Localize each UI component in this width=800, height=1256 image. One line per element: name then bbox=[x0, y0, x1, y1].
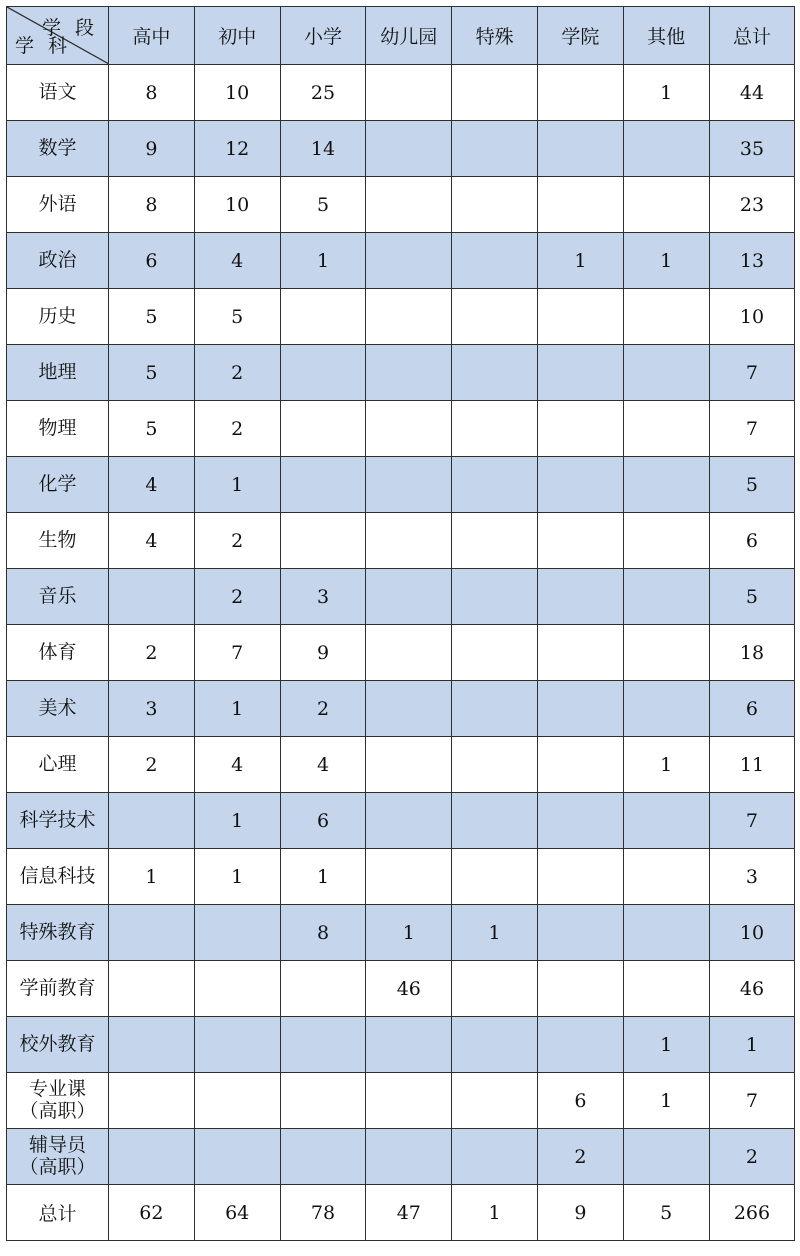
subject-cell bbox=[7, 1017, 109, 1073]
table-row bbox=[7, 905, 795, 961]
value-cell bbox=[623, 849, 709, 905]
value-cell bbox=[366, 793, 452, 849]
table-row bbox=[7, 457, 795, 513]
value-cell: 3 bbox=[109, 681, 195, 737]
value-cell: 2 bbox=[109, 737, 195, 793]
value-cell: 4 bbox=[109, 457, 195, 513]
subject-cell bbox=[7, 289, 109, 345]
subject-cell bbox=[7, 233, 109, 289]
value-cell: 1 bbox=[194, 793, 280, 849]
value-cell: 4 bbox=[194, 737, 280, 793]
value-cell bbox=[109, 1129, 195, 1185]
subject-cell bbox=[7, 737, 109, 793]
subject-cell bbox=[7, 345, 109, 401]
value-cell: 7 bbox=[709, 1073, 795, 1129]
value-cell: 1 bbox=[623, 1073, 709, 1129]
value-cell bbox=[623, 961, 709, 1017]
subject-label: 心理 bbox=[38, 752, 77, 775]
value-cell bbox=[280, 1073, 366, 1129]
value-cell bbox=[623, 401, 709, 457]
value-cell: 5 bbox=[280, 177, 366, 233]
value-cell: 46 bbox=[709, 961, 795, 1017]
column-header-primary: 小学 bbox=[280, 7, 366, 65]
subject-label: 信息科技 bbox=[19, 864, 96, 887]
value-cell: 8 bbox=[280, 905, 366, 961]
subject-cell bbox=[7, 849, 109, 905]
value-cell: 2 bbox=[709, 1129, 795, 1185]
value-cell: 4 bbox=[194, 233, 280, 289]
value-cell bbox=[366, 401, 452, 457]
value-cell: 2 bbox=[280, 681, 366, 737]
table-row bbox=[7, 121, 795, 177]
subject-label: 特殊教育 bbox=[19, 920, 96, 943]
subject-cell bbox=[7, 1129, 109, 1185]
value-cell bbox=[280, 1017, 366, 1073]
value-cell bbox=[537, 121, 623, 177]
value-cell: 1 bbox=[366, 905, 452, 961]
value-cell: 7 bbox=[709, 345, 795, 401]
subject-label: 科学技术 bbox=[19, 808, 96, 831]
total-cell: 47 bbox=[366, 1185, 452, 1241]
column-header-junior-high: 初中 bbox=[194, 7, 280, 65]
subject-label: 生物 bbox=[38, 528, 77, 551]
subject-cell bbox=[7, 681, 109, 737]
total-cell: 62 bbox=[109, 1185, 195, 1241]
value-cell bbox=[366, 625, 452, 681]
table-row bbox=[7, 681, 795, 737]
value-cell: 10 bbox=[709, 905, 795, 961]
table-row bbox=[7, 793, 795, 849]
value-cell bbox=[366, 737, 452, 793]
value-cell: 5 bbox=[709, 569, 795, 625]
subject-label: 政治 bbox=[38, 248, 77, 271]
subject-label: 外语 bbox=[38, 192, 77, 215]
value-cell: 7 bbox=[709, 401, 795, 457]
value-cell: 1 bbox=[537, 233, 623, 289]
value-cell bbox=[452, 1073, 538, 1129]
value-cell bbox=[366, 233, 452, 289]
value-cell bbox=[537, 289, 623, 345]
subject-cell bbox=[7, 793, 109, 849]
total-cell: 5 bbox=[623, 1185, 709, 1241]
value-cell bbox=[623, 681, 709, 737]
column-header-total: 总计 bbox=[709, 7, 795, 65]
value-cell bbox=[452, 401, 538, 457]
value-cell: 2 bbox=[537, 1129, 623, 1185]
value-cell bbox=[452, 1129, 538, 1185]
subject-sublabel: （高职） bbox=[19, 1155, 96, 1178]
total-cell: 1 bbox=[452, 1185, 538, 1241]
total-cell: 64 bbox=[194, 1185, 280, 1241]
value-cell: 35 bbox=[709, 121, 795, 177]
subject-label: 音乐 bbox=[38, 584, 77, 607]
value-cell bbox=[194, 905, 280, 961]
value-cell: 1 bbox=[623, 65, 709, 121]
value-cell bbox=[452, 849, 538, 905]
column-header-college: 学院 bbox=[537, 7, 623, 65]
value-cell: 6 bbox=[280, 793, 366, 849]
value-cell bbox=[280, 1129, 366, 1185]
subject-label: 物理 bbox=[38, 416, 77, 439]
value-cell: 46 bbox=[366, 961, 452, 1017]
value-cell: 5 bbox=[709, 457, 795, 513]
value-cell bbox=[537, 793, 623, 849]
value-cell bbox=[452, 177, 538, 233]
value-cell bbox=[537, 401, 623, 457]
value-cell bbox=[623, 177, 709, 233]
value-cell: 1 bbox=[623, 1017, 709, 1073]
value-cell bbox=[280, 457, 366, 513]
table-row bbox=[7, 849, 795, 905]
value-cell: 23 bbox=[709, 177, 795, 233]
subject-label: 语文 bbox=[38, 80, 77, 103]
subject-cell bbox=[7, 1073, 109, 1129]
corner-header-cell bbox=[7, 7, 109, 65]
value-cell: 11 bbox=[709, 737, 795, 793]
value-cell bbox=[452, 289, 538, 345]
value-cell: 4 bbox=[109, 513, 195, 569]
subject-label: 学前教育 bbox=[19, 976, 96, 999]
table-row bbox=[7, 1017, 795, 1073]
subject-label: 辅导员 bbox=[28, 1133, 86, 1156]
value-cell bbox=[452, 121, 538, 177]
table-row bbox=[7, 401, 795, 457]
value-cell bbox=[623, 289, 709, 345]
column-header-kindergarten: 幼儿园 bbox=[366, 7, 452, 65]
subject-cell bbox=[7, 625, 109, 681]
corner-subject-label: 学 科 bbox=[15, 35, 72, 57]
subject-cell bbox=[7, 65, 109, 121]
value-cell bbox=[109, 793, 195, 849]
value-cell: 18 bbox=[709, 625, 795, 681]
table-row bbox=[7, 961, 795, 1017]
subject-label: 美术 bbox=[38, 696, 77, 719]
value-cell: 10 bbox=[709, 289, 795, 345]
subject-cell bbox=[7, 569, 109, 625]
value-cell bbox=[194, 1017, 280, 1073]
value-cell: 2 bbox=[109, 625, 195, 681]
value-cell bbox=[280, 401, 366, 457]
value-cell: 10 bbox=[194, 177, 280, 233]
value-cell bbox=[537, 177, 623, 233]
value-cell bbox=[537, 625, 623, 681]
value-cell bbox=[623, 793, 709, 849]
value-cell: 3 bbox=[280, 569, 366, 625]
value-cell bbox=[366, 289, 452, 345]
value-cell bbox=[366, 457, 452, 513]
value-cell bbox=[623, 121, 709, 177]
value-cell bbox=[537, 569, 623, 625]
column-header-high-school: 高中 bbox=[109, 7, 195, 65]
value-cell: 12 bbox=[194, 121, 280, 177]
subject-cell bbox=[7, 177, 109, 233]
value-cell bbox=[366, 65, 452, 121]
value-cell: 7 bbox=[194, 625, 280, 681]
value-cell bbox=[452, 961, 538, 1017]
total-row bbox=[7, 1185, 795, 1241]
value-cell bbox=[452, 457, 538, 513]
table-row bbox=[7, 1073, 795, 1129]
value-cell bbox=[623, 457, 709, 513]
value-cell bbox=[194, 1129, 280, 1185]
value-cell: 6 bbox=[537, 1073, 623, 1129]
value-cell bbox=[280, 289, 366, 345]
value-cell: 13 bbox=[709, 233, 795, 289]
value-cell: 9 bbox=[280, 625, 366, 681]
value-cell: 2 bbox=[194, 569, 280, 625]
value-cell bbox=[280, 513, 366, 569]
corner-stage-label: 学 段 bbox=[41, 17, 98, 39]
total-row-label: 总计 bbox=[7, 1185, 109, 1241]
value-cell bbox=[537, 961, 623, 1017]
value-cell bbox=[366, 681, 452, 737]
value-cell: 2 bbox=[194, 513, 280, 569]
value-cell bbox=[452, 345, 538, 401]
value-cell: 1 bbox=[280, 233, 366, 289]
value-cell bbox=[537, 457, 623, 513]
value-cell bbox=[109, 905, 195, 961]
value-cell: 1 bbox=[194, 457, 280, 513]
value-cell: 1 bbox=[623, 233, 709, 289]
value-cell bbox=[537, 681, 623, 737]
value-cell bbox=[366, 849, 452, 905]
value-cell bbox=[623, 569, 709, 625]
table-row bbox=[7, 569, 795, 625]
value-cell: 9 bbox=[109, 121, 195, 177]
value-cell bbox=[366, 1129, 452, 1185]
value-cell bbox=[109, 1073, 195, 1129]
value-cell bbox=[537, 1017, 623, 1073]
value-cell: 1 bbox=[709, 1017, 795, 1073]
table-row bbox=[7, 345, 795, 401]
value-cell bbox=[109, 569, 195, 625]
value-cell bbox=[452, 513, 538, 569]
value-cell bbox=[537, 905, 623, 961]
value-cell: 7 bbox=[709, 793, 795, 849]
value-cell bbox=[537, 345, 623, 401]
value-cell: 1 bbox=[280, 849, 366, 905]
total-cell: 78 bbox=[280, 1185, 366, 1241]
subject-label: 历史 bbox=[38, 304, 77, 327]
value-cell: 1 bbox=[194, 849, 280, 905]
value-cell: 5 bbox=[109, 289, 195, 345]
column-header-special: 特殊 bbox=[452, 7, 538, 65]
subject-label: 化学 bbox=[38, 472, 77, 495]
value-cell bbox=[623, 1129, 709, 1185]
value-cell bbox=[194, 1073, 280, 1129]
value-cell bbox=[366, 121, 452, 177]
value-cell: 5 bbox=[194, 289, 280, 345]
value-cell: 3 bbox=[709, 849, 795, 905]
value-cell bbox=[537, 849, 623, 905]
subject-cell bbox=[7, 905, 109, 961]
subject-cell bbox=[7, 513, 109, 569]
value-cell: 5 bbox=[109, 345, 195, 401]
subject-cell bbox=[7, 457, 109, 513]
statistics-table bbox=[6, 6, 795, 1241]
value-cell bbox=[452, 569, 538, 625]
value-cell: 2 bbox=[194, 401, 280, 457]
value-cell bbox=[109, 1017, 195, 1073]
table-row bbox=[7, 737, 795, 793]
table-row bbox=[7, 1129, 795, 1185]
value-cell: 5 bbox=[109, 401, 195, 457]
value-cell bbox=[452, 737, 538, 793]
value-cell: 6 bbox=[709, 513, 795, 569]
subject-cell bbox=[7, 401, 109, 457]
column-header-other: 其他 bbox=[623, 7, 709, 65]
value-cell bbox=[623, 345, 709, 401]
value-cell bbox=[537, 737, 623, 793]
subject-label: 数学 bbox=[38, 136, 77, 159]
value-cell bbox=[366, 1017, 452, 1073]
total-cell: 266 bbox=[709, 1185, 795, 1241]
table-body bbox=[7, 65, 795, 1241]
subject-cell bbox=[7, 961, 109, 1017]
value-cell bbox=[452, 233, 538, 289]
value-cell bbox=[623, 513, 709, 569]
value-cell bbox=[623, 625, 709, 681]
subject-cell bbox=[7, 121, 109, 177]
value-cell bbox=[452, 793, 538, 849]
value-cell: 4 bbox=[280, 737, 366, 793]
table-row bbox=[7, 513, 795, 569]
value-cell bbox=[537, 65, 623, 121]
value-cell bbox=[452, 65, 538, 121]
value-cell: 25 bbox=[280, 65, 366, 121]
value-cell: 44 bbox=[709, 65, 795, 121]
value-cell: 6 bbox=[709, 681, 795, 737]
value-cell bbox=[366, 177, 452, 233]
subject-label: 专业课 bbox=[28, 1077, 86, 1100]
table-row bbox=[7, 65, 795, 121]
subject-label: 体育 bbox=[38, 640, 77, 663]
value-cell: 1 bbox=[452, 905, 538, 961]
subject-label: 地理 bbox=[38, 360, 77, 383]
value-cell bbox=[537, 513, 623, 569]
table-row bbox=[7, 289, 795, 345]
value-cell: 1 bbox=[194, 681, 280, 737]
value-cell: 1 bbox=[623, 737, 709, 793]
value-cell bbox=[366, 569, 452, 625]
value-cell bbox=[623, 905, 709, 961]
value-cell bbox=[452, 681, 538, 737]
value-cell: 14 bbox=[280, 121, 366, 177]
header-row bbox=[7, 7, 795, 65]
value-cell: 8 bbox=[109, 65, 195, 121]
table-row bbox=[7, 233, 795, 289]
value-cell bbox=[452, 625, 538, 681]
subject-sublabel: （高职） bbox=[19, 1099, 96, 1122]
value-cell: 8 bbox=[109, 177, 195, 233]
value-cell: 1 bbox=[109, 849, 195, 905]
value-cell bbox=[452, 1017, 538, 1073]
table-row bbox=[7, 625, 795, 681]
value-cell bbox=[366, 345, 452, 401]
value-cell bbox=[366, 513, 452, 569]
value-cell bbox=[366, 1073, 452, 1129]
value-cell: 10 bbox=[194, 65, 280, 121]
value-cell bbox=[194, 961, 280, 1017]
table-row bbox=[7, 177, 795, 233]
statistics-table-container bbox=[6, 6, 795, 1241]
value-cell bbox=[280, 345, 366, 401]
value-cell bbox=[109, 961, 195, 1017]
value-cell bbox=[280, 961, 366, 1017]
total-cell: 9 bbox=[537, 1185, 623, 1241]
subject-label: 校外教育 bbox=[19, 1032, 96, 1055]
value-cell: 2 bbox=[194, 345, 280, 401]
value-cell: 6 bbox=[109, 233, 195, 289]
